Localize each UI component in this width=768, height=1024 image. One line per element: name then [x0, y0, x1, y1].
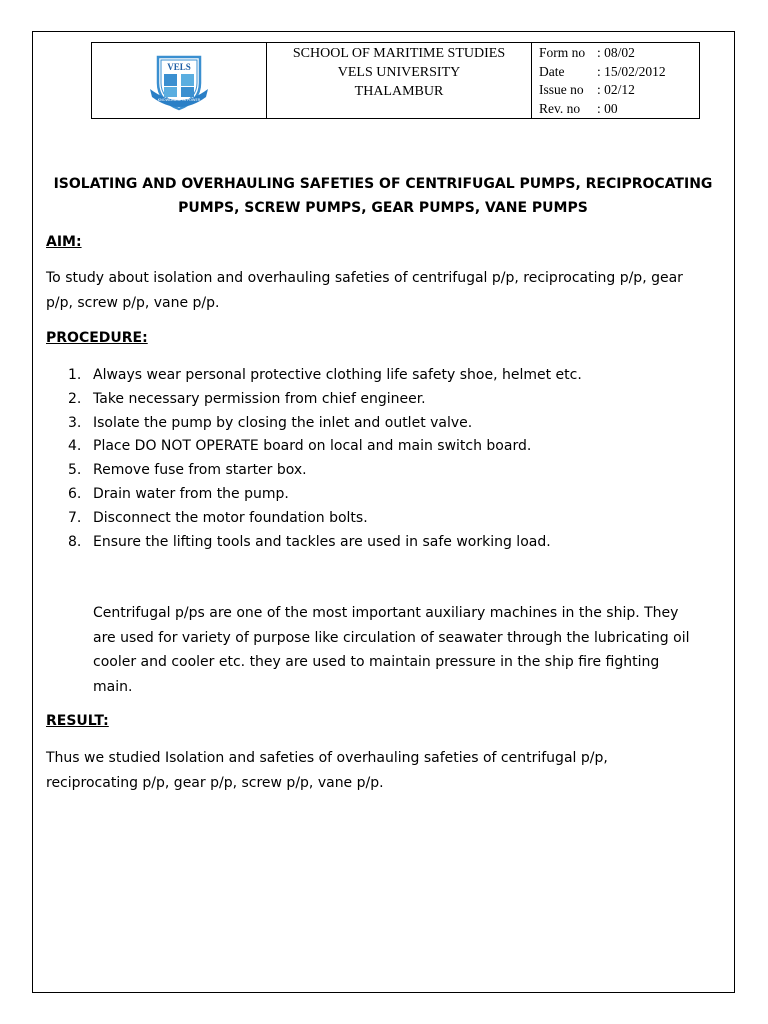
meta-key: Form no: [539, 45, 586, 60]
header-table: [91, 42, 700, 119]
logo-text: VELS: [167, 61, 191, 72]
aim-heading: AIM:: [46, 234, 82, 250]
step-number: 3.: [68, 414, 82, 431]
step-text: Remove fuse from starter box.: [93, 462, 307, 479]
form-no-row: [539, 44, 699, 63]
campus-name: THALAMBUR: [354, 84, 444, 99]
aim-text: [46, 266, 726, 315]
step-text: Place DO NOT OPERATE board on local and main switch board.: [93, 438, 532, 455]
procedure-list: [68, 364, 582, 554]
step-number: 7.: [68, 509, 82, 526]
list-item: [68, 483, 582, 507]
list-item: [68, 435, 582, 459]
meta-key: Date: [539, 63, 565, 79]
aim-line: To study about isolation and overhauling safeties of centrifugal p/p, reciprocating p/p, gear: [46, 270, 683, 286]
list-item: [68, 507, 582, 531]
step-text: Take necessary permission from chief engineer.: [93, 390, 426, 407]
university-logo: [144, 49, 214, 113]
meta-value: : 08/02: [597, 45, 635, 60]
rev-no-row: [539, 100, 699, 119]
title-line: ISOLATING AND OVERHAULING SAFETIES OF CENTRIFUGAL PUMPS, RECIPROCATING: [53, 176, 713, 192]
step-number: 2.: [68, 390, 82, 407]
meta-key: Issue no: [539, 82, 584, 97]
step-number: 1.: [68, 367, 82, 383]
step-number: 4.: [68, 438, 82, 455]
date-row: [539, 63, 699, 82]
step-text: Drain water from the pump.: [93, 485, 289, 502]
step-number: 5.: [68, 462, 82, 479]
description-line: main.: [93, 678, 133, 695]
procedure-heading: PROCEDURE:: [46, 330, 148, 346]
description-paragraph: [93, 601, 723, 699]
logo-cell: [92, 43, 267, 118]
description-line: cooler and cooler etc. they are used to maintain pressure in the ship fire fighting: [93, 654, 660, 670]
university-name: VELS UNIVERSITY: [337, 65, 461, 80]
document-title: [46, 172, 720, 220]
result-text: [46, 746, 726, 795]
step-text: Ensure the lifting tools and tackles are used in safe working load.: [93, 533, 551, 550]
list-item: [68, 388, 582, 412]
step-number: 6.: [68, 485, 82, 502]
meta-value: : 15/02/2012: [597, 63, 666, 79]
title-line: PUMPS, SCREW PUMPS, GEAR PUMPS, VANE PUMPS: [178, 200, 588, 216]
step-text: Disconnect the motor foundation bolts.: [93, 509, 368, 526]
description-line: are used for variety of purpose like circulation of seawater through the lubricating oil: [93, 629, 690, 646]
result-heading: RESULT:: [46, 713, 109, 729]
school-name-cell: [267, 43, 532, 118]
result-line: reciprocating p/p, gear p/p, screw p/p, vane p/p.: [46, 774, 384, 791]
step-text: Isolate the pump by closing the inlet and outlet valve.: [93, 414, 473, 431]
description-line: Centrifugal p/ps are one of the most important auxiliary machines in the ship. They: [93, 605, 679, 621]
list-item: [68, 459, 582, 483]
meta-value: : 02/12: [597, 82, 635, 97]
list-item: [68, 364, 582, 388]
meta-key: Rev. no: [539, 100, 581, 116]
logo-motto: KNOWLEDGE IS POWER: [157, 97, 201, 102]
list-item: [68, 531, 582, 555]
meta-value: : 00: [597, 100, 618, 116]
step-text: Always wear personal protective clothing life safety shoe, helmet etc.: [93, 367, 582, 383]
step-number: 8.: [68, 533, 82, 550]
form-meta-cell: [532, 43, 699, 118]
school-name: SCHOOL OF MARITIME STUDIES: [292, 46, 506, 61]
result-line: Thus we studied Isolation and safeties of overhauling safeties of centrifugal p/p,: [46, 750, 608, 766]
issue-no-row: [539, 81, 699, 100]
list-item: [68, 412, 582, 436]
aim-line: p/p, screw p/p, vane p/p.: [46, 294, 220, 311]
